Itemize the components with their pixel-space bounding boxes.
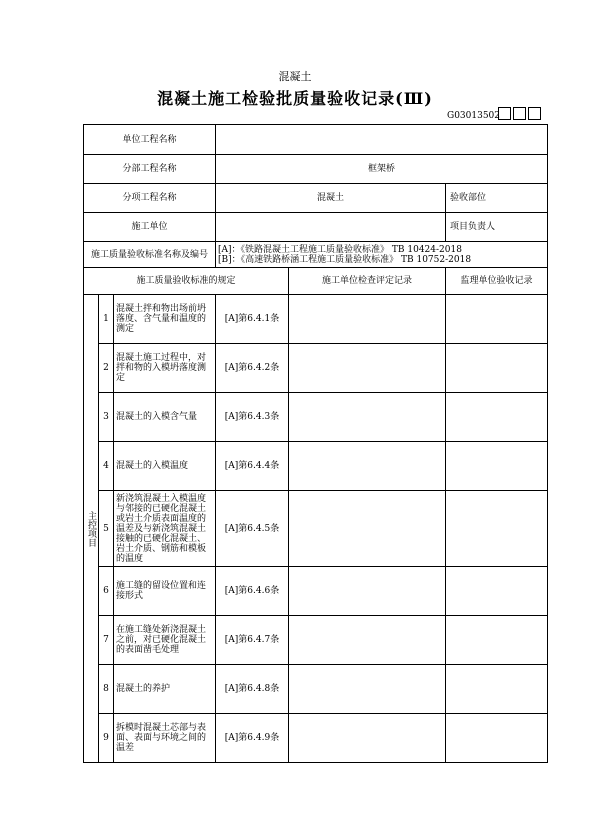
table-row [84, 567, 548, 616]
item-reference: [A]第6.4.7条 [216, 616, 289, 665]
sub-project-label: 分部工程名称 [84, 155, 216, 184]
item-description: 混凝土的入模含气量 [114, 393, 216, 442]
item-description: 在施工缝处新浇混凝土之前，对已硬化混凝土的表面凿毛处理 [114, 616, 216, 665]
main-control-label: 主控项目 [84, 295, 99, 763]
serial-box[interactable] [498, 107, 511, 120]
item-number: 2 [99, 344, 114, 393]
construction-check-cell[interactable] [289, 567, 446, 616]
serial-boxes [498, 107, 541, 120]
form-title: 混凝土施工检验批质量验收记录(Ⅲ) [157, 89, 433, 108]
supervision-check-cell[interactable] [446, 442, 548, 491]
construction-check-cell[interactable] [289, 442, 446, 491]
supervision-check-cell[interactable] [446, 295, 548, 344]
construction-unit-value[interactable] [216, 213, 446, 242]
item-description: 混凝土施工过程中，对拌和物的入模坍落度测定 [114, 344, 216, 393]
item-reference: [A]第6.4.8条 [216, 665, 289, 714]
table-row [84, 344, 548, 393]
item-reference: [A]第6.4.5条 [216, 491, 289, 567]
table-row [84, 295, 548, 344]
item-reference: [A]第6.4.3条 [216, 393, 289, 442]
table-row [84, 665, 548, 714]
standard-label: 施工质量验收标准名称及编号 [84, 242, 216, 268]
serial-box[interactable] [513, 107, 526, 120]
supervision-check-cell[interactable] [446, 393, 548, 442]
item-reference: [A]第6.4.1条 [216, 295, 289, 344]
table-row [84, 491, 548, 567]
item-description: 施工缝的留设位置和连接形式 [114, 567, 216, 616]
construction-check-cell[interactable] [289, 665, 446, 714]
supervision-check-header: 监理单位验收记录 [446, 268, 548, 295]
serial-box[interactable] [528, 107, 541, 120]
construction-check-cell[interactable] [289, 491, 446, 567]
unit-project-label: 单位工程名称 [84, 125, 216, 155]
item-reference: [A]第6.4.4条 [216, 442, 289, 491]
unit-project-value[interactable] [216, 125, 548, 155]
item-number: 1 [99, 295, 114, 344]
supervision-check-cell[interactable] [446, 665, 548, 714]
item-reference: [A]第6.4.9条 [216, 714, 289, 763]
sub-project-value[interactable]: 框架桥 [216, 155, 548, 184]
supervision-check-cell[interactable] [446, 714, 548, 763]
construction-unit-label: 施工单位 [84, 213, 216, 242]
supervision-check-cell[interactable] [446, 567, 548, 616]
item-number: 4 [99, 442, 114, 491]
item-project-value[interactable]: 混凝土 [216, 184, 446, 213]
item-reference: [A]第6.4.6条 [216, 567, 289, 616]
construction-check-cell[interactable] [289, 344, 446, 393]
table-row [84, 442, 548, 491]
supervision-check-cell[interactable] [446, 491, 548, 567]
spec-column-header: 施工质量验收标准的规定 [84, 268, 289, 295]
inspection-table [83, 124, 548, 763]
category-label: 混凝土 [278, 70, 312, 83]
item-description: 新浇筑混凝土入模温度与邻接的已硬化混凝土或岩土介质表面温度的温差及与新浇筑混凝土接触的已硬化混凝土、岩土介质、钢筋和模板的温度 [114, 491, 216, 567]
item-reference: [A]第6.4.2条 [216, 344, 289, 393]
supervision-check-cell[interactable] [446, 616, 548, 665]
item-number: 7 [99, 616, 114, 665]
item-number: 6 [99, 567, 114, 616]
item-project-label: 分项工程名称 [84, 184, 216, 213]
standard-a: [A]：《铁路混凝土工程施工质量验收标准》 TB 10424-2018 [218, 244, 462, 255]
item-number: 3 [99, 393, 114, 442]
supervision-check-cell[interactable] [446, 344, 548, 393]
construction-check-header: 施工单位检查评定记录 [289, 268, 446, 295]
item-description: 混凝土的入模温度 [114, 442, 216, 491]
project-leader-label: 项目负责人 [446, 213, 548, 242]
table-row [84, 393, 548, 442]
construction-check-cell[interactable] [289, 714, 446, 763]
standard-b: [B]：《高速铁路桥涵工程施工质量验收标准》 TB 10752-2018 [218, 254, 472, 265]
item-description: 混凝土的养护 [114, 665, 216, 714]
item-description: 拆模时混凝土芯部与表面、表面与环境之间的温差 [114, 714, 216, 763]
table-row [84, 616, 548, 665]
form-code: G03013502 [447, 111, 500, 121]
construction-check-cell[interactable] [289, 295, 446, 344]
item-number: 9 [99, 714, 114, 763]
item-number: 5 [99, 491, 114, 567]
table-row [84, 714, 548, 763]
construction-check-cell[interactable] [289, 393, 446, 442]
standard-refs [216, 242, 548, 268]
acceptance-part-label: 验收部位 [446, 184, 548, 213]
item-description: 混凝土拌和物出场前坍落度、含气量和温度的测定 [114, 295, 216, 344]
construction-check-cell[interactable] [289, 616, 446, 665]
item-number: 8 [99, 665, 114, 714]
